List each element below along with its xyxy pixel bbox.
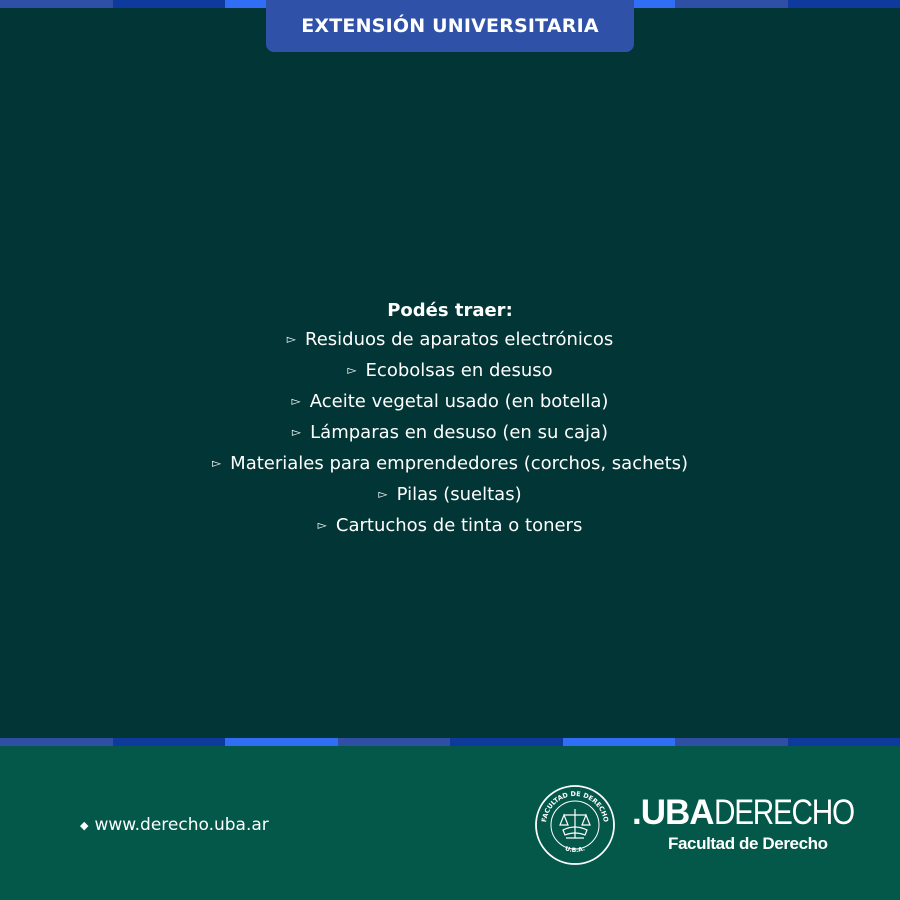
list-item-label: Cartuchos de tinta o toners	[335, 515, 583, 536]
stripe-segment	[675, 738, 788, 746]
stripe-segment	[563, 738, 676, 746]
stripe-segment	[0, 0, 113, 8]
triangle-right-icon: ▻	[291, 394, 301, 408]
list-item	[0, 356, 900, 387]
svg-text:U.B.A.: U.B.A.	[564, 845, 586, 855]
stripe-segment	[788, 738, 900, 746]
uba-derecho-logo	[632, 794, 854, 854]
brand-uba: .UBA	[632, 793, 714, 832]
list-item	[0, 387, 900, 418]
stripe-segment	[113, 738, 226, 746]
stripe-segment	[338, 738, 451, 746]
list-item-label: Pilas (sueltas)	[396, 484, 522, 505]
website-url: www.derecho.uba.ar	[94, 815, 269, 835]
list-item	[0, 325, 900, 356]
website-link[interactable]	[80, 815, 269, 835]
brand-derecho: DERECHO	[713, 793, 854, 832]
list-item	[0, 449, 900, 480]
stripe-segment	[113, 0, 226, 8]
list-item	[0, 480, 900, 511]
diamond-icon: ◆	[80, 819, 89, 832]
footer	[0, 746, 900, 900]
svg-text:FACULTAD DE DERECHO: FACULTAD DE DERECHO	[540, 789, 610, 823]
faculty-seal-logo	[534, 784, 616, 866]
list-item-label: Residuos de aparatos electrónicos	[305, 329, 614, 350]
stripe-segment	[450, 738, 563, 746]
triangle-right-icon: ▻	[291, 425, 302, 439]
footer-stripe-bar	[0, 738, 900, 746]
header-title: EXTENSIÓN UNIVERSITARIA	[301, 15, 599, 37]
list-item	[0, 418, 900, 449]
brand-subtitle: Facultad de Derecho	[668, 834, 828, 853]
list-item-label: Materiales para emprendedores (corchos, sachets)	[230, 453, 689, 474]
triangle-right-icon: ▻	[317, 518, 327, 532]
list-intro: Podés traer:	[387, 300, 513, 321]
triangle-right-icon: ▻	[347, 363, 357, 377]
stripe-segment	[675, 0, 788, 8]
collection-list	[0, 296, 900, 542]
stripe-segment	[225, 738, 338, 746]
brand-wordmark	[632, 794, 854, 832]
list-item	[0, 511, 900, 542]
triangle-right-icon: ▻	[286, 332, 296, 346]
header-tab	[266, 0, 634, 52]
list-item-label: Aceite vegetal usado (en botella)	[309, 391, 609, 412]
stripe-segment	[788, 0, 900, 8]
stripe-segment	[0, 738, 113, 746]
list-item-label: Ecobolsas en desuso	[365, 360, 553, 381]
triangle-right-icon: ▻	[378, 487, 388, 501]
list-item-label: Lámparas en desuso (en su caja)	[310, 422, 609, 443]
triangle-right-icon: ▻	[211, 456, 222, 470]
